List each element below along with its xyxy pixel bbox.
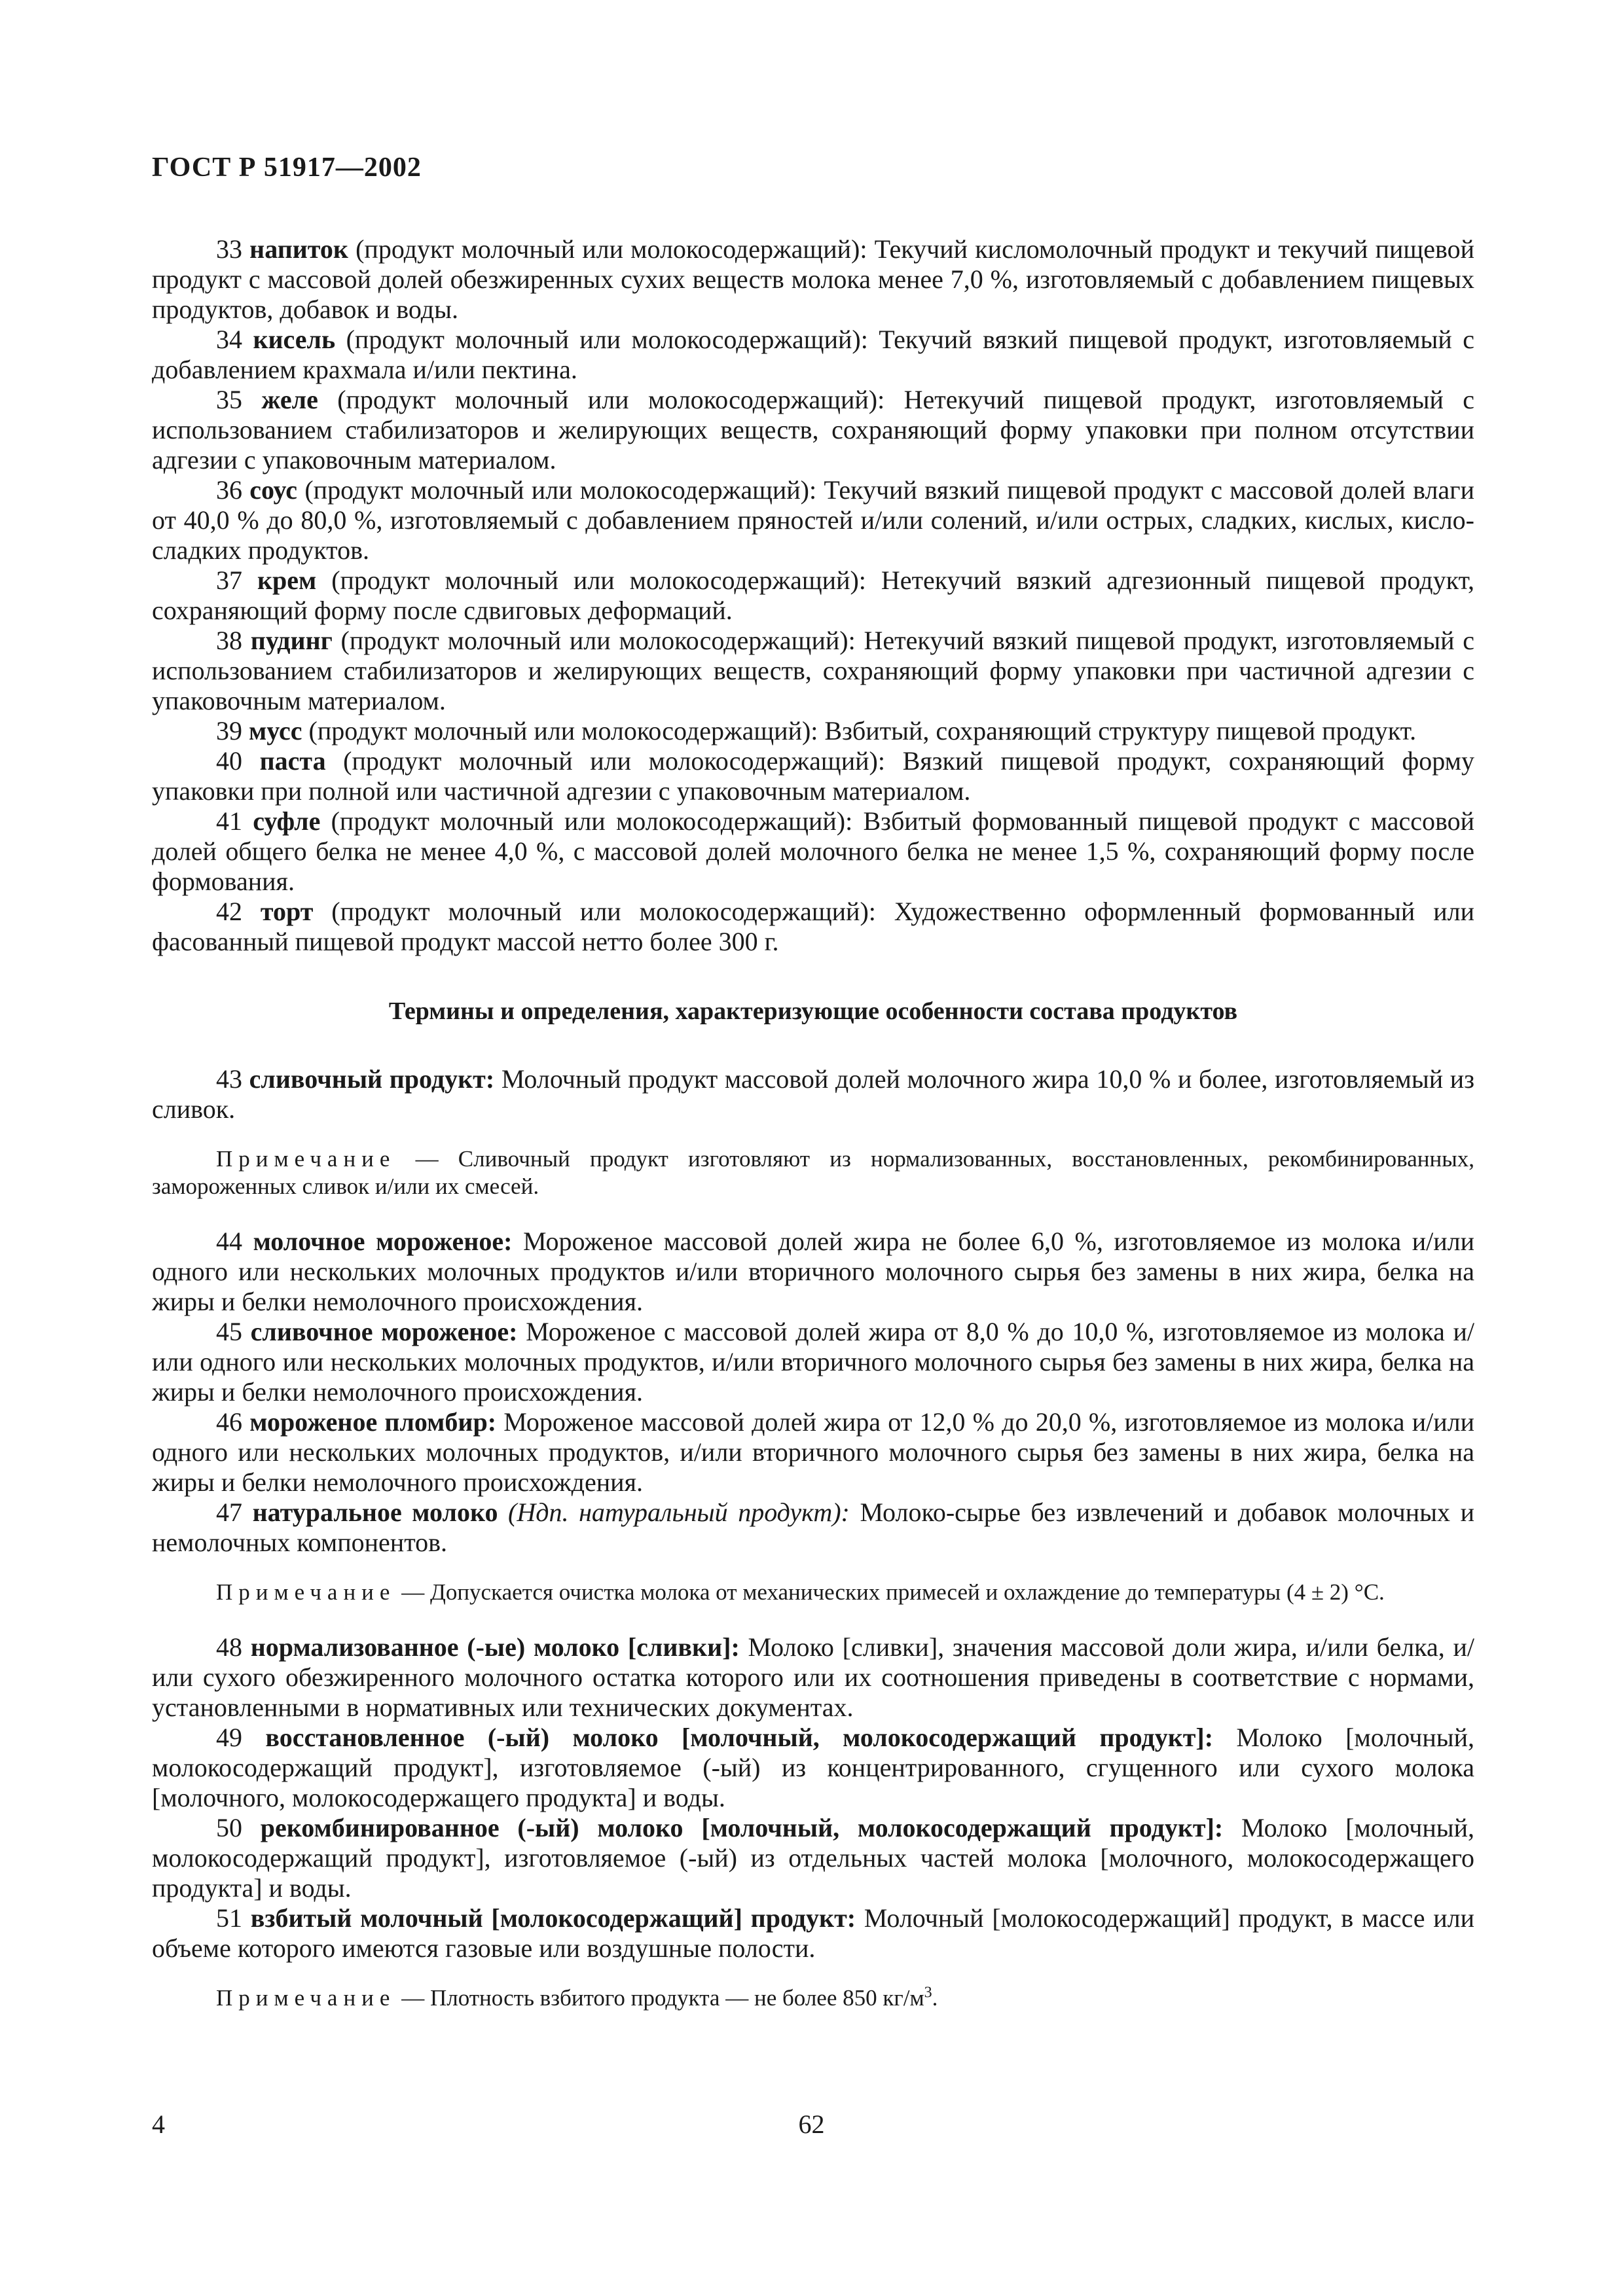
term-name: сливочное мороженое: — [250, 1317, 518, 1346]
term-definition: Молочный [молокосодержащий] продукт, в массе или объеме которого имеются газовые или воздушные полости. — [152, 1903, 1475, 1963]
term-name: рекомбинированное (-ый) молоко [молочный, молокосодержащий продукт]: — [260, 1813, 1224, 1842]
note-3 — [152, 1984, 1474, 2012]
term-name: мусс — [249, 716, 302, 745]
item-number: 43 — [216, 1064, 242, 1094]
item-number: 40 — [216, 746, 242, 776]
term-item-36 — [152, 475, 1474, 565]
term-item-48 — [152, 1632, 1474, 1723]
term-alternative: (Ндп. натуральный продукт): — [498, 1498, 850, 1527]
item-number: 45 — [216, 1317, 242, 1346]
term-name: торт — [260, 897, 314, 926]
term-item-42 — [152, 897, 1474, 957]
term-item-43 — [152, 1064, 1474, 1124]
item-number: 37 — [216, 565, 242, 595]
item-number: 51 — [216, 1903, 242, 1933]
item-number: 42 — [216, 897, 242, 926]
item-number: 39 — [216, 716, 242, 745]
section-heading: Термины и определения, характеризующие особенности состава продуктов — [388, 997, 1238, 1025]
term-item-37 — [152, 565, 1474, 626]
term-definition: Мороженое массовой долей жира от 12,0 % до 20,0 %, изготовляемое из молока и/или одного или нескольких молочных продуктов, и/или вторичного молочного сырья без замены в них жира, белка на жиры и белки немолочного происхождения. — [152, 1407, 1475, 1497]
footer-center-number: 62 — [798, 2109, 825, 2139]
note-label: Примечание — [216, 1146, 396, 1172]
document-body — [152, 234, 1474, 2038]
term-item-50 — [152, 1813, 1474, 1903]
term-definition: Мороженое с массовой долей жира от 8,0 % до 10,0 %, изготовляемое из молока и/или одного или нескольких молочных продуктов, и/или вторичного молочного сырья без замены в них жира, белка на жиры и белки немолочного происхождения. — [152, 1317, 1474, 1407]
term-item-35 — [152, 385, 1474, 475]
item-number: 47 — [216, 1498, 242, 1527]
term-name: нормализованное (-ые) молоко [сливки]: — [250, 1632, 740, 1662]
term-name: молочное мороженое: — [253, 1227, 513, 1256]
term-definition: (продукт молочный или молокосодержащий): Текучий вязкий пищевой продукт, изготовляемый с добавлением крахмала и/или пектина. — [152, 325, 1475, 384]
item-number: 41 — [216, 806, 242, 836]
term-definition: (продукт молочный или молокосодержащий): Взбитый, сохраняющий структуру пищевой продукт. — [302, 716, 1417, 745]
document-header: ГОСТ Р 51917—2002 — [152, 152, 422, 183]
term-name: соус — [249, 475, 298, 505]
term-name: напиток — [249, 234, 348, 264]
item-number: 38 — [216, 626, 242, 655]
note-text: — Плотность взбитого продукта — не более 850 кг/м — [395, 1985, 924, 2011]
term-definition: (продукт молочный или молокосодержащий): Текучий вязкий пищевой продукт с массовой долей влаги от 40,0 % до 80,0 %, изготовляемый с добавлением пряностей и/или солений, и/или острых, сладких, кислых, кисло-сладких продуктов. — [152, 475, 1474, 565]
item-number: 50 — [216, 1813, 242, 1842]
item-number: 48 — [216, 1632, 242, 1662]
term-definition: Молоко [молочный, молокосодержащий продукт], изготовляемое (-ый) из концентрированного, сгущенного или сухого молока [молочного, молокосодержащего продукта] и воды. — [152, 1723, 1474, 1812]
item-number: 49 — [216, 1723, 242, 1752]
term-item-40 — [152, 746, 1474, 806]
item-number: 46 — [216, 1407, 242, 1437]
term-item-46 — [152, 1407, 1474, 1498]
terms-group-2 — [152, 1227, 1474, 1498]
item-number: 44 — [216, 1227, 242, 1256]
term-name: крем — [257, 565, 317, 595]
term-definition: (продукт молочный или молокосодержащий): Нетекучий пищевой продукт, изготовляемый с использованием стабилизаторов и желирующих веществ, сохраняющий форму упаковки при полном отсутствии адгезии с упаковочным материалом. — [152, 385, 1475, 475]
term-item-38 — [152, 626, 1474, 716]
term-name: кисель — [253, 325, 336, 354]
term-name: мороженое пломбир: — [249, 1407, 497, 1437]
superscript: 3 — [924, 1984, 932, 2001]
term-name: паста — [259, 746, 326, 776]
term-item-47 — [152, 1498, 1474, 1558]
terms-group-3 — [152, 1632, 1474, 1964]
term-name: пудинг — [250, 626, 333, 655]
term-definition: (продукт молочный или молокосодержащий): Взбитый формованный пищевой продукт с массовой долей общего белка не менее 4,0 %, с массовой долей молочного белка не менее 1,5 %, сохраняющий форму после формования. — [152, 806, 1474, 896]
term-item-33 — [152, 234, 1474, 325]
term-name: натуральное молоко — [252, 1498, 498, 1527]
term-name: сливочный продукт: — [249, 1064, 495, 1094]
term-name: желе — [261, 385, 318, 414]
term-definition: Мороженое массовой долей жира не более 6,0 %, изготовляемое из молока и/или одного или нескольких молочных продуктов и/или вторичного молочного сырья без замены в них жира, белка на жиры и белки немолочного происхождения. — [152, 1227, 1475, 1316]
note-end: . — [932, 1985, 938, 2011]
term-definition: Молоко-сырье без извлечений и добавок молочных и немолочных компонентов. — [152, 1498, 1474, 1557]
term-item-44 — [152, 1227, 1474, 1317]
term-item-39 — [152, 716, 1474, 746]
term-definition: (продукт молочный или молокосодержащий): Нетекучий вязкий адгезионный пищевой продукт, сохраняющий форму после сдвиговых деформаций. — [152, 565, 1475, 625]
note-2 — [152, 1579, 1474, 1606]
term-definition: (продукт молочный или молокосодержащий): Нетекучий вязкий пищевой продукт, изготовляемый с использованием стабилизаторов и желирующих веществ, сохраняющий форму упаковки при частичной адгезии с упаковочным материалом. — [152, 626, 1474, 715]
item-number: 35 — [216, 385, 242, 414]
term-definition: (продукт молочный или молокосодержащий): Текучий кисломолочный продукт и текучий пищевой продукт с массовой долей обезжиренных сухих веществ молока менее 7,0 %, изготовляемый с добавлением пищевых продуктов, добавок и воды. — [152, 234, 1475, 324]
term-definition: (продукт молочный или молокосодержащий): Вязкий пищевой продукт, сохраняющий форму упаковки при полной или частичной адгезии с упаковочным материалом. — [152, 746, 1474, 806]
terms-group-1 — [152, 234, 1474, 957]
term-item-34 — [152, 325, 1474, 385]
term-item-45 — [152, 1317, 1474, 1407]
item-number: 36 — [216, 475, 242, 505]
term-name: суфле — [253, 806, 321, 836]
term-definition: Молоко [молочный, молокосодержащий продукт], изготовляемое (-ый) из отдельных частей молока [молочного, молокосодержащего продукта] и воды. — [152, 1813, 1475, 1903]
note-label: Примечание — [216, 1579, 396, 1605]
term-item-51 — [152, 1903, 1474, 1964]
note-label: Примечание — [216, 1985, 396, 2011]
term-definition: (продукт молочный или молокосодержащий): Художественно оформленный формованный или фасованный пищевой продукт массой нетто более 300 г. — [152, 897, 1475, 956]
item-number: 34 — [216, 325, 242, 354]
note-text: — Сливочный продукт изготовляют из нормализованных, восстановленных, рекомбинированных, замороженных сливок и/или их смесей. — [152, 1146, 1474, 1199]
term-item-41 — [152, 806, 1474, 897]
term-name: взбитый молочный [молокосодержащий] продукт: — [250, 1903, 856, 1933]
term-item-49 — [152, 1723, 1474, 1813]
term-name: восстановленное (-ый) молоко [молочный, молокосодержащий продукт]: — [265, 1723, 1214, 1752]
term-definition: Молоко [сливки], значения массовой доли жира, и/или белка, и/или сухого обезжиренного молочного остатка которого или их соотношения приведены в соответствие с нормами, установленными в нормативных или технических документах. — [152, 1632, 1475, 1722]
note-1 — [152, 1145, 1474, 1200]
page-number: 4 — [152, 2109, 165, 2139]
term-definition: Молочный продукт массовой долей молочного жира 10,0 % и более, изготовляемый из сливок. — [152, 1064, 1475, 1124]
note-text: — Допускается очистка молока от механических примесей и охлаждение до температуры (4 ± 2) °С. — [395, 1579, 1385, 1605]
item-number: 33 — [216, 234, 242, 264]
